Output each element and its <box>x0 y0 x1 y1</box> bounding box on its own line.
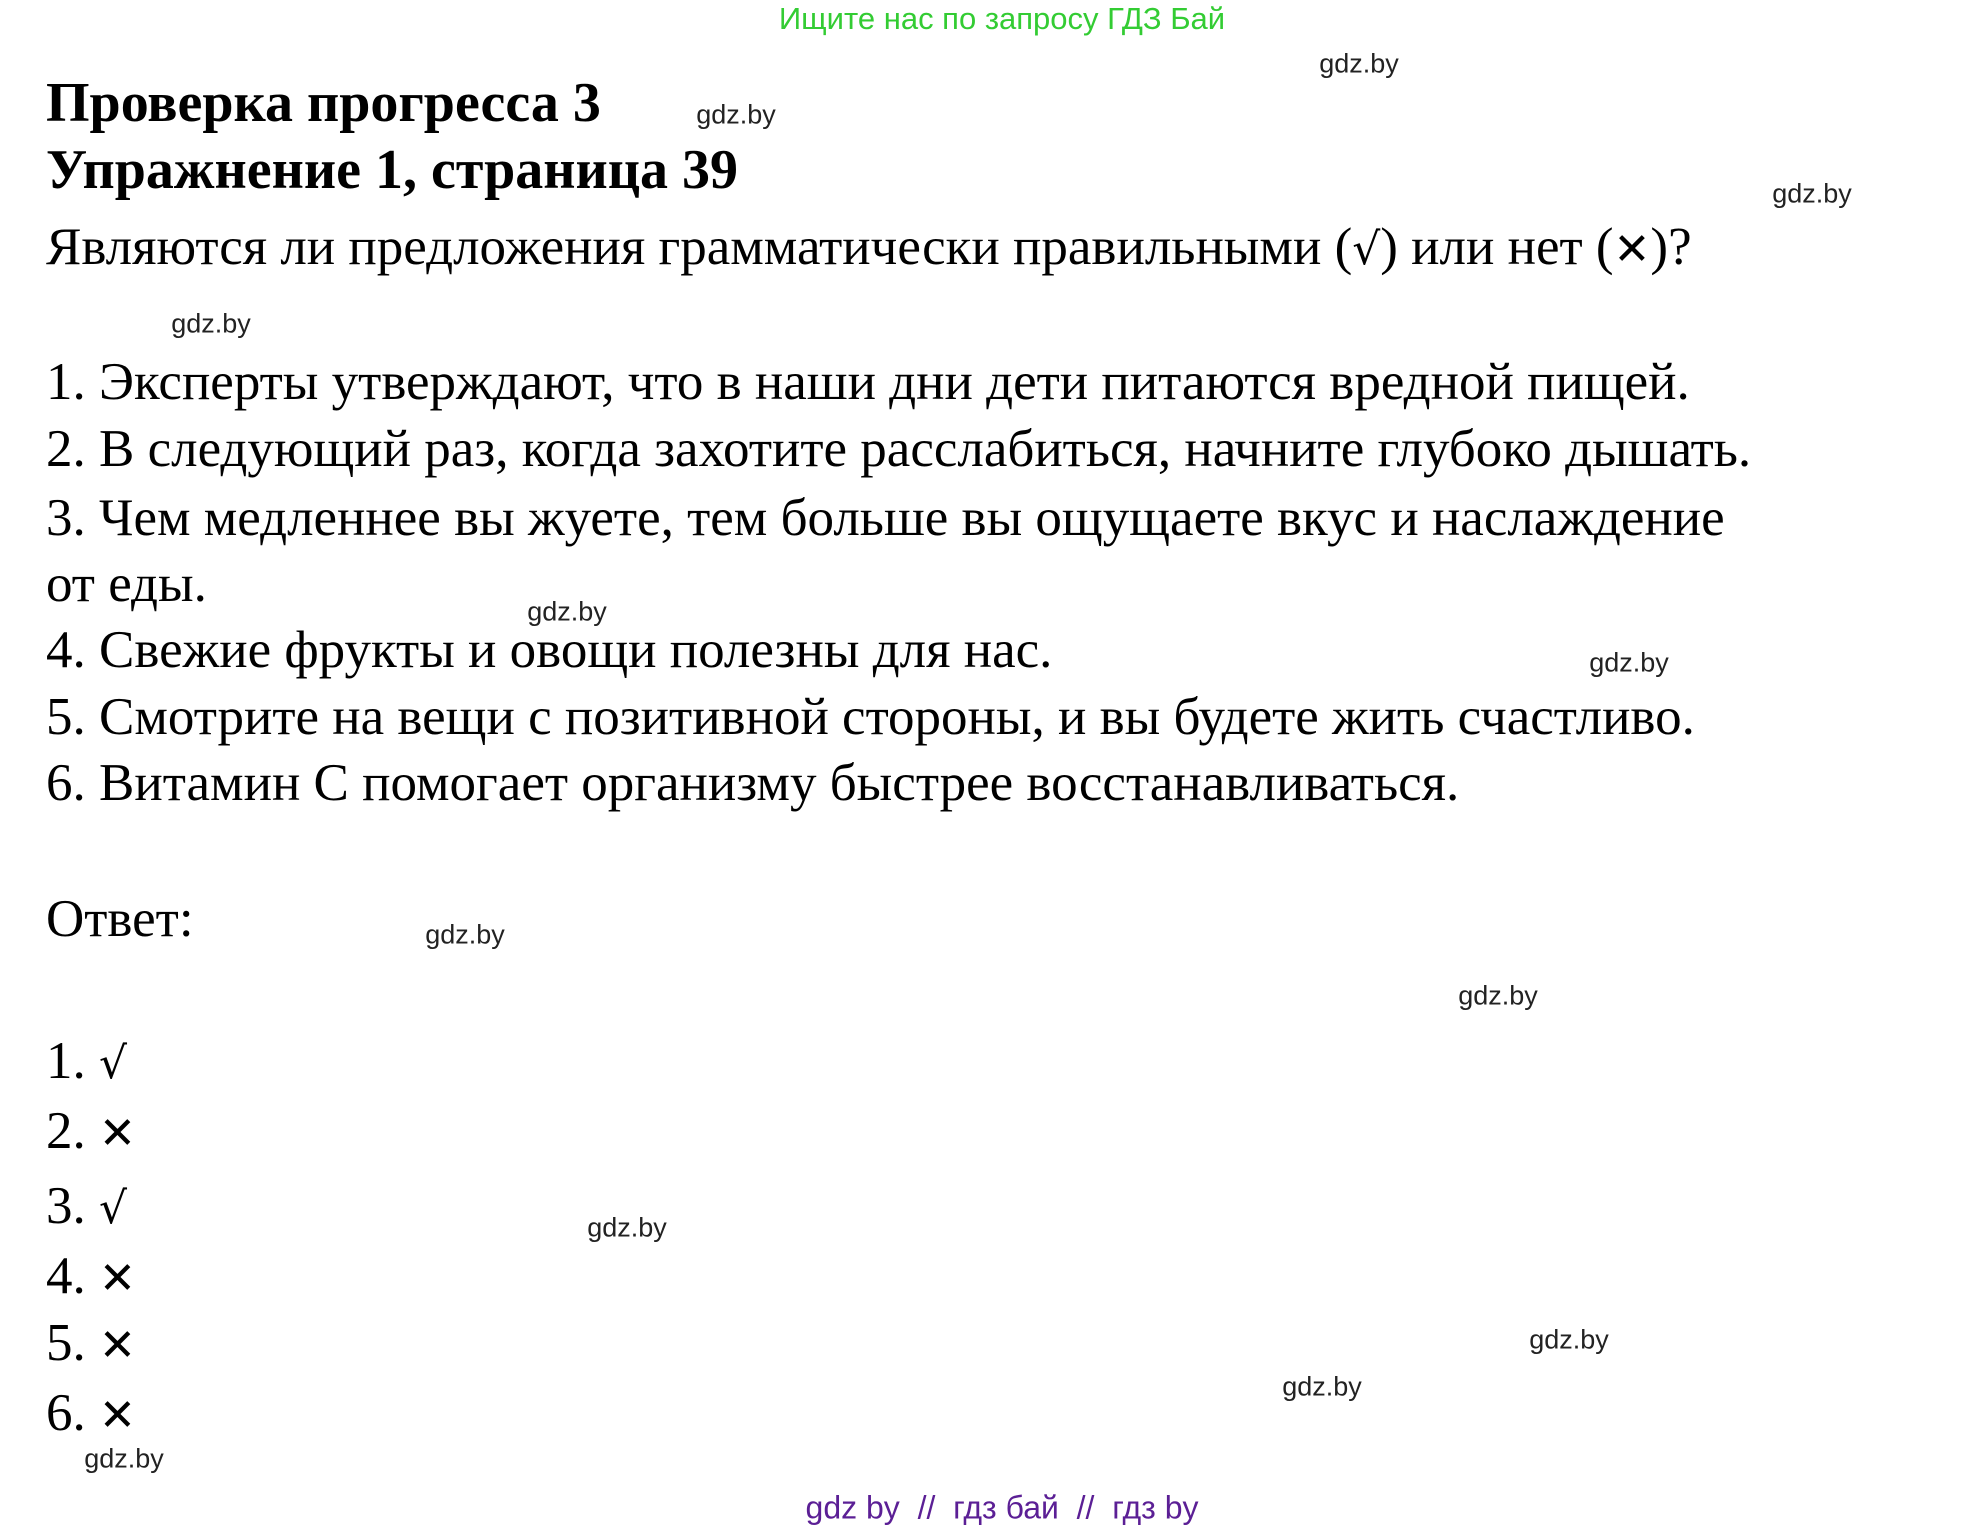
answer-item <box>46 1032 128 1090</box>
sentence-3-continued: от еды. <box>46 555 207 613</box>
watermark: gdz.by <box>1589 647 1669 678</box>
answer-item <box>46 1177 128 1235</box>
sentence-6: 6. Витамин С помогает организму быстрее восстанавливаться. <box>46 754 1460 812</box>
exercise-subtitle: Упражнение 1, страница 39 <box>46 139 739 201</box>
question-text-start: Являются ли предложения грамматически правильными ( <box>46 218 1353 276</box>
sentence-3: 3. Чем медленнее вы жуете, тем больше вы ощущаете вкус и наслаждение <box>46 489 1725 547</box>
answer-number: 4. <box>46 1247 86 1305</box>
answer-number: 5. <box>46 1314 86 1372</box>
check-icon: √ <box>99 1183 128 1234</box>
watermark: gdz.by <box>425 919 505 950</box>
watermark: gdz.by <box>171 308 251 339</box>
question-text-end: )? <box>1650 218 1692 276</box>
answer-number: 6. <box>46 1384 86 1442</box>
check-icon: √ <box>1352 224 1381 275</box>
search-banner[interactable]: Ищите нас по запросу ГДЗ Бай <box>778 1 1226 36</box>
footer-links[interactable]: gdz by // гдз бай // гдз by <box>805 1489 1199 1526</box>
answer-item <box>46 1247 136 1305</box>
sentence-4: 4. Свежие фрукты и овощи полезны для нас. <box>46 621 1053 679</box>
cross-icon: ✕ <box>1613 224 1651 275</box>
watermark: gdz.by <box>1772 178 1852 209</box>
check-icon: √ <box>99 1038 128 1089</box>
sentence-1: 1. Эксперты утверждают, что в наши дни дети питаются вредной пищей. <box>46 353 1690 411</box>
answer-item <box>46 1314 136 1372</box>
watermark: gdz.by <box>587 1212 667 1243</box>
watermark: gdz.by <box>1529 1324 1609 1355</box>
watermark: gdz.by <box>527 596 607 627</box>
page-title: Проверка прогресса 3 <box>46 72 601 134</box>
cross-icon: ✕ <box>99 1320 136 1371</box>
sentence-2: 2. В следующий раз, когда захотите расслабиться, начните глубоко дышать. <box>46 420 1752 478</box>
cross-icon: ✕ <box>99 1253 136 1304</box>
watermark: gdz.by <box>84 1443 164 1474</box>
question-text-middle: ) или нет ( <box>1380 218 1614 276</box>
watermark: gdz.by <box>696 99 776 130</box>
answer-number: 2. <box>46 1102 86 1160</box>
watermark: gdz.by <box>1319 48 1399 79</box>
answer-label: Ответ: <box>46 890 194 948</box>
watermark: gdz.by <box>1282 1371 1362 1402</box>
sentence-5: 5. Смотрите на вещи с позитивной стороны, и вы будете жить счастливо. <box>46 688 1695 746</box>
cross-icon: ✕ <box>99 1108 136 1159</box>
watermark: gdz.by <box>1458 980 1538 1011</box>
answer-item <box>46 1384 136 1442</box>
answer-number: 3. <box>46 1177 86 1235</box>
answer-number: 1. <box>46 1032 86 1090</box>
question <box>46 218 1692 276</box>
cross-icon: ✕ <box>99 1390 136 1441</box>
answer-item <box>46 1102 136 1160</box>
